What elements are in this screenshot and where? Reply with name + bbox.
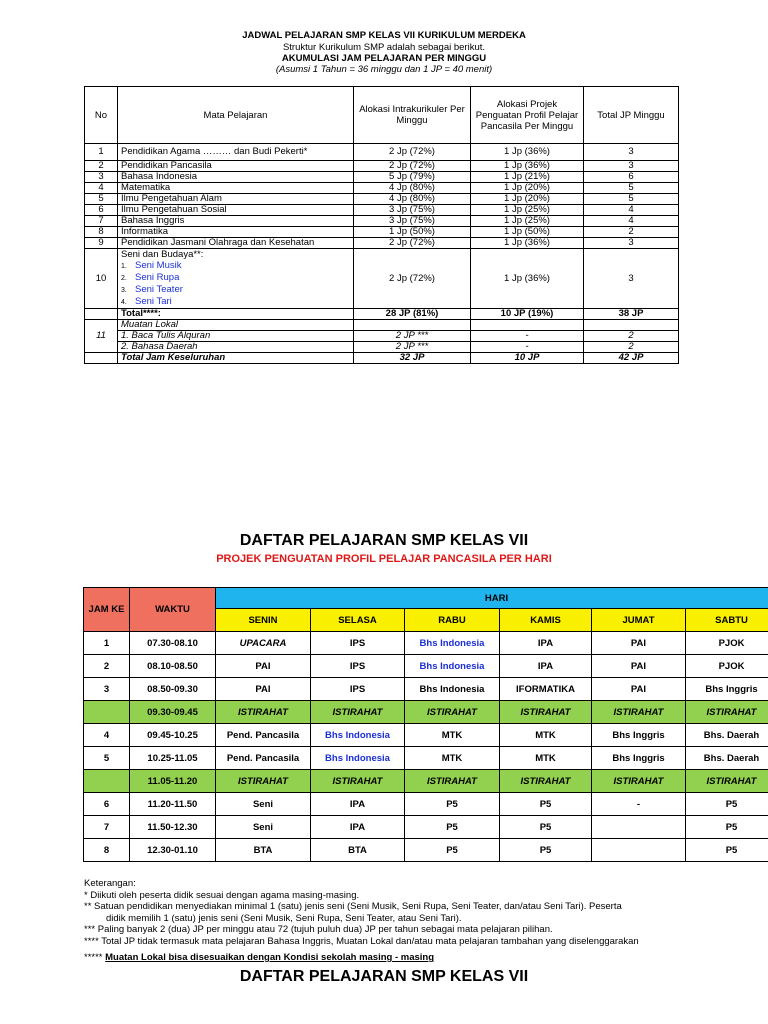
lesson-cell: Bhs Inggris — [592, 747, 686, 770]
row-total: 2 — [584, 331, 679, 342]
lesson-cell: P5 — [405, 793, 500, 816]
row-projek: 1 Jp (20%) — [471, 194, 584, 205]
row-intra — [354, 320, 471, 331]
row-projek: 1 Jp (21%) — [471, 172, 584, 183]
seni-number: 1. — [121, 263, 127, 270]
lesson-cell: IPS — [311, 632, 405, 655]
row-no: 11 — [85, 320, 118, 353]
list-item — [121, 296, 350, 308]
lesson-cell: Bhs Inggris — [686, 678, 768, 701]
lesson-cell: PJOK — [686, 655, 768, 678]
list-item — [121, 272, 350, 284]
note-5-text: Muatan Lokal bisa disesuaikan dengan Kondisi sekolah masing - masing — [105, 952, 435, 963]
row-mapel-seni — [118, 249, 354, 309]
total-intra: 28 JP (81%) — [354, 309, 471, 320]
grand-total-row — [85, 353, 679, 364]
waktu-cell: 09.45-10.25 — [130, 724, 216, 747]
row-no: 4 — [85, 183, 118, 194]
table-row — [84, 839, 768, 862]
hari-header: HARI — [216, 588, 768, 609]
bottom-title: DAFTAR PELAJARAN SMP KELAS VII — [239, 968, 529, 985]
day-header-jumat: JUMAT — [592, 609, 686, 632]
table-row — [84, 678, 768, 701]
lesson-cell: - — [592, 793, 686, 816]
lesson-cell: PJOK — [686, 632, 768, 655]
row-total: 2 — [584, 342, 679, 353]
table-row — [85, 172, 679, 183]
waktu-cell: 11.05-11.20 — [130, 770, 216, 793]
row-intra: 2 JP *** — [354, 342, 471, 353]
row-intra: 1 Jp (50%) — [354, 227, 471, 238]
jam-cell: 2 — [84, 655, 130, 678]
row-projek: 1 Jp (50%) — [471, 227, 584, 238]
row-projek: 1 Jp (36%) — [471, 144, 584, 161]
grand-total-total: 42 JP — [584, 353, 679, 364]
row-intra: 3 Jp (75%) — [354, 216, 471, 227]
row-no: 3 — [85, 172, 118, 183]
row-intra: 2 Jp (72%) — [354, 238, 471, 249]
day-header-selasa: SELASA — [311, 609, 405, 632]
lesson-cell: Bhs. Daerah — [686, 724, 768, 747]
row-projek: 1 Jp (36%) — [471, 249, 584, 309]
lesson-cell: ISTIRAHAT — [686, 701, 768, 724]
col-projek: Alokasi Projek Penguatan Profil Pelajar Pancasila Per Minggu — [471, 87, 584, 144]
mulok-row — [85, 320, 679, 331]
row-intra: 2 Jp (72%) — [354, 249, 471, 309]
lesson-cell: ISTIRAHAT — [311, 701, 405, 724]
lesson-cell: Seni — [216, 793, 311, 816]
row-total: 2 — [584, 227, 679, 238]
table-row — [85, 238, 679, 249]
lesson-cell — [592, 816, 686, 839]
table-row — [84, 724, 768, 747]
jam-cell: 8 — [84, 839, 130, 862]
row-mapel: Informatika — [118, 227, 354, 238]
lesson-cell: BTA — [216, 839, 311, 862]
lesson-cell: PAI — [216, 678, 311, 701]
note-4: **** Total JP tidak termasuk mata pelajaran Bahasa Inggris, Muatan Lokal dan/atau mata pelajaran tambahan yang diselenggarakan — [84, 935, 639, 947]
table-row — [84, 747, 768, 770]
grand-total-projek: 10 JP — [471, 353, 584, 364]
lesson-cell: ISTIRAHAT — [311, 770, 405, 793]
jam-cell: 5 — [84, 747, 130, 770]
list-item — [121, 260, 350, 272]
day-header-senin: SENIN — [216, 609, 311, 632]
row-intra: 2 Jp (72%) — [354, 161, 471, 172]
note-1: * Diikuti oleh peserta didik sesuai dengan agama masing-masing. — [84, 889, 360, 901]
lesson-cell: UPACARA — [216, 632, 311, 655]
lesson-cell: IPA — [311, 816, 405, 839]
lesson-cell: P5 — [686, 816, 768, 839]
grand-total-label: Total Jam Keseluruhan — [118, 353, 354, 364]
lesson-cell: P5 — [500, 839, 592, 862]
row-intra: 2 JP *** — [354, 331, 471, 342]
row-total: 4 — [584, 216, 679, 227]
lesson-cell: PAI — [592, 655, 686, 678]
row-projek: - — [471, 342, 584, 353]
jam-cell: 6 — [84, 793, 130, 816]
waktu-cell: 11.50-12.30 — [130, 816, 216, 839]
lesson-cell: ISTIRAHAT — [500, 770, 592, 793]
lesson-cell: IPS — [311, 678, 405, 701]
row-mapel: Ilmu Pengetahuan Sosial — [118, 205, 354, 216]
lesson-cell: P5 — [686, 839, 768, 862]
lesson-cell: Bhs. Daerah — [686, 747, 768, 770]
table-row — [85, 249, 679, 309]
note-2-cont: didik memilih 1 (satu) jenis seni (Seni Musik, Seni Rupa, Seni Teater, atau Seni Tari). — [106, 912, 462, 924]
row-total: 3 — [584, 144, 679, 161]
waktu-cell: 07.30-08.10 — [130, 632, 216, 655]
row-no: 6 — [85, 205, 118, 216]
note-3: *** Paling banyak 2 (dua) JP per minggu atau 72 (tujuh puluh dua) JP per tahun sebagai mata pelajaran pilihan. — [84, 924, 553, 935]
row-mapel: Ilmu Pengetahuan Alam — [118, 194, 354, 205]
lesson-cell: P5 — [500, 793, 592, 816]
notes-heading: Keterangan: — [84, 878, 136, 889]
row-intra: 5 Jp (79%) — [354, 172, 471, 183]
mulok-item-row — [85, 342, 679, 353]
schedule-subtitle: PROJEK PENGUATAN PROFIL PELAJAR PANCASILA PER HARI — [216, 553, 552, 565]
total-label: Total****: — [118, 309, 354, 320]
row-no: 9 — [85, 238, 118, 249]
row-projek: 1 Jp (20%) — [471, 183, 584, 194]
lesson-cell: ISTIRAHAT — [686, 770, 768, 793]
lesson-cell: IPS — [311, 655, 405, 678]
lesson-cell: IPA — [500, 655, 592, 678]
lesson-cell: IPA — [500, 632, 592, 655]
lesson-cell: P5 — [686, 793, 768, 816]
row-mapel: Matematika — [118, 183, 354, 194]
lesson-cell: Bhs Indonesia — [311, 747, 405, 770]
waktu-cell: 10.25-11.05 — [130, 747, 216, 770]
table-row — [84, 816, 768, 839]
total-row — [85, 309, 679, 320]
mulok-item-row — [85, 331, 679, 342]
row-projek: 1 Jp (25%) — [471, 205, 584, 216]
row-mapel: Pendidikan Jasmani Olahraga dan Kesehatan — [118, 238, 354, 249]
jam-cell — [84, 770, 130, 793]
row-total: 5 — [584, 194, 679, 205]
col-no: No — [85, 87, 118, 144]
mulok-item: 1. Baca Tulis Alquran — [118, 331, 354, 342]
jam-cell: 4 — [84, 724, 130, 747]
row-intra: 3 Jp (75%) — [354, 205, 471, 216]
lesson-cell: Pend. Pancasila — [216, 747, 311, 770]
lesson-cell: IFORMATIKA — [500, 678, 592, 701]
row-no: 7 — [85, 216, 118, 227]
lesson-cell: MTK — [405, 724, 500, 747]
row-mapel: Pendidikan Agama ……… dan Budi Pekerti* — [118, 144, 354, 161]
doc-intro: Struktur Kurikulum SMP adalah sebagai berikut. — [282, 42, 486, 53]
table-row — [85, 205, 679, 216]
schedule-title: DAFTAR PELAJARAN SMP KELAS VII — [239, 532, 529, 549]
col-intra: Alokasi Intrakurikuler Per Minggu — [354, 87, 471, 144]
row-mapel: Bahasa Inggris — [118, 216, 354, 227]
lesson-cell: ISTIRAHAT — [216, 701, 311, 724]
table-row — [84, 655, 768, 678]
waktu-header: WAKTU — [130, 588, 216, 632]
row-total — [584, 320, 679, 331]
list-item — [121, 284, 350, 296]
jam-cell: 7 — [84, 816, 130, 839]
row-projek — [471, 320, 584, 331]
mulok-item: 2. Bahasa Daerah — [118, 342, 354, 353]
lesson-cell: PAI — [592, 632, 686, 655]
notes — [84, 878, 764, 947]
lesson-cell: MTK — [500, 724, 592, 747]
lesson-cell: ISTIRAHAT — [405, 701, 500, 724]
waktu-cell: 12.30-01.10 — [130, 839, 216, 862]
total-projek: 10 JP (19%) — [471, 309, 584, 320]
doc-assumption: (Asumsi 1 Tahun = 36 minggu dan 1 JP = 40 menit) — [275, 64, 493, 75]
col-mapel: Mata Pelajaran — [118, 87, 354, 144]
row-no: 1 — [85, 144, 118, 161]
row-intra: 2 Jp (72%) — [354, 144, 471, 161]
lesson-cell: Bhs Inggris — [592, 724, 686, 747]
lesson-cell: Bhs Indonesia — [405, 655, 500, 678]
row-projek: 1 Jp (36%) — [471, 238, 584, 249]
seni-label: Seni Teater — [135, 284, 183, 295]
jam-cell — [84, 701, 130, 724]
seni-label: Seni Musik — [135, 260, 182, 271]
lesson-cell: PAI — [216, 655, 311, 678]
lesson-cell: P5 — [405, 839, 500, 862]
lesson-cell: ISTIRAHAT — [592, 770, 686, 793]
lesson-cell: IPA — [311, 793, 405, 816]
row-intra: 4 Jp (80%) — [354, 183, 471, 194]
jam-ke-header: JAM KE — [84, 588, 130, 632]
row-no — [85, 309, 118, 320]
day-header-rabu: RABU — [405, 609, 500, 632]
seni-label: Seni Rupa — [135, 272, 180, 283]
note-5-prefix: ***** — [84, 952, 103, 963]
lesson-cell: Pend. Pancasila — [216, 724, 311, 747]
break-row — [84, 701, 768, 724]
lesson-cell: PAI — [592, 678, 686, 701]
jam-cell: 1 — [84, 632, 130, 655]
lesson-cell: MTK — [405, 747, 500, 770]
break-row — [84, 770, 768, 793]
row-total: 4 — [584, 205, 679, 216]
mulok-title: Muatan Lokal — [118, 320, 354, 331]
lesson-cell: ISTIRAHAT — [592, 701, 686, 724]
lesson-cell: Seni — [216, 816, 311, 839]
waktu-cell: 08.10-08.50 — [130, 655, 216, 678]
row-projek: 1 Jp (36%) — [471, 161, 584, 172]
day-header-kamis: KAMIS — [500, 609, 592, 632]
lesson-cell: BTA — [311, 839, 405, 862]
doc-subtitle: AKUMULASI JAM PELAJARAN PER MINGGU — [281, 53, 487, 64]
table-row — [85, 194, 679, 205]
row-total: 3 — [584, 238, 679, 249]
row-total: 3 — [584, 161, 679, 172]
lesson-cell: MTK — [500, 747, 592, 770]
row-projek: 1 Jp (25%) — [471, 216, 584, 227]
lesson-cell: P5 — [500, 816, 592, 839]
jam-cell: 3 — [84, 678, 130, 701]
row-mapel: Pendidikan Pancasila — [118, 161, 354, 172]
table-row — [85, 216, 679, 227]
table-row — [84, 793, 768, 816]
lesson-cell: Bhs Indonesia — [405, 632, 500, 655]
row-no: 2 — [85, 161, 118, 172]
row-total: 3 — [584, 249, 679, 309]
lesson-cell — [592, 839, 686, 862]
row-total: 5 — [584, 183, 679, 194]
row-mapel: Bahasa Indonesia — [118, 172, 354, 183]
note-2: ** Satuan pendidikan menyediakan minimal 1 (satu) jenis seni (Seni Musik, Seni Rupa, Seni Teater, dan/atau Seni Tari). Peserta — [84, 901, 622, 912]
row-projek: - — [471, 331, 584, 342]
jp-allocation-table — [84, 86, 679, 364]
doc-title: JADWAL PELAJARAN SMP KELAS VII KURIKULUM MERDEKA — [242, 30, 526, 41]
seni-number: 3. — [121, 287, 127, 294]
note-5 — [84, 952, 434, 963]
lesson-cell: ISTIRAHAT — [405, 770, 500, 793]
col-total: Total JP Minggu — [584, 87, 679, 144]
lesson-cell: ISTIRAHAT — [500, 701, 592, 724]
table-row — [85, 161, 679, 172]
seni-title: Seni dan Budaya**: — [121, 249, 204, 260]
lesson-cell: Bhs Indonesia — [405, 678, 500, 701]
row-intra: 4 Jp (80%) — [354, 194, 471, 205]
lesson-cell: P5 — [405, 816, 500, 839]
waktu-cell: 09.30-09.45 — [130, 701, 216, 724]
table-row — [85, 227, 679, 238]
row-total: 6 — [584, 172, 679, 183]
day-header-sabtu: SABTU — [686, 609, 768, 632]
table-row — [84, 632, 768, 655]
seni-label: Seni Tari — [135, 296, 172, 307]
total-total: 38 JP — [584, 309, 679, 320]
table-row — [85, 144, 679, 161]
seni-number: 4. — [121, 299, 127, 306]
waktu-cell: 11.20-11.50 — [130, 793, 216, 816]
row-no: 5 — [85, 194, 118, 205]
table-row — [85, 183, 679, 194]
row-no: 10 — [85, 249, 118, 309]
seni-list — [121, 260, 350, 308]
seni-number: 2. — [121, 275, 127, 282]
waktu-cell: 08.50-09.30 — [130, 678, 216, 701]
row-no — [85, 353, 118, 364]
grand-total-intra: 32 JP — [354, 353, 471, 364]
lesson-cell: Bhs Indonesia — [311, 724, 405, 747]
lesson-cell: ISTIRAHAT — [216, 770, 311, 793]
weekly-schedule-table — [83, 587, 768, 862]
row-no: 8 — [85, 227, 118, 238]
